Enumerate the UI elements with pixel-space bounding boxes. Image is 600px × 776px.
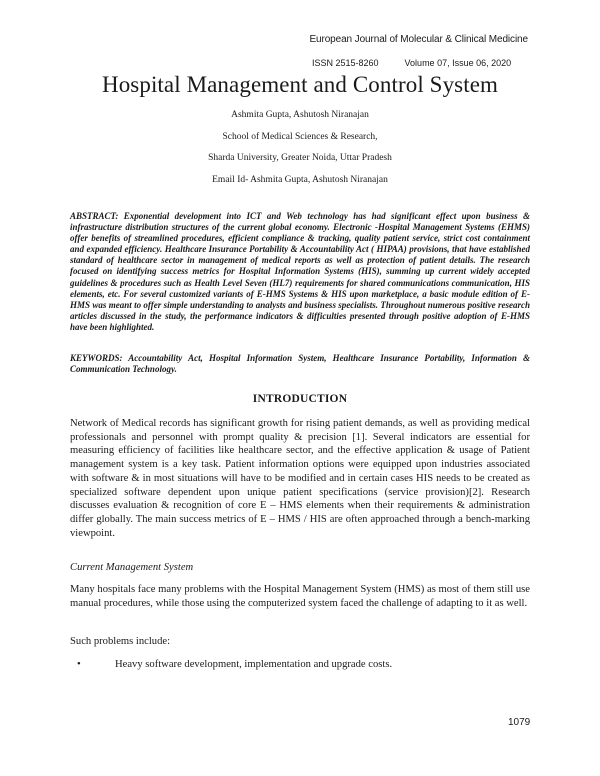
current-management-subheading: Current Management System [70,562,194,573]
university: Sharda University, Greater Noida, Uttar Pradesh [208,153,392,163]
authors: Ashmita Gupta, Ashutosh Niranajan [231,110,369,120]
introduction-heading: INTRODUCTION [252,393,348,405]
issn: ISSN 2515-8260 [312,58,379,68]
paper-title: Hospital Management and Control System [101,72,499,97]
current-management-paragraph: Many hospitals face many problems with the Hospital Management System (HMS) as most of them still use manual procedures, while those using the computerized system faced the challenge of adapting to it as well. [70,584,530,609]
introduction-paragraph: Network of Medical records has significant growth for rising patient demands, as well as providing medical professionals and personnel with prompt quality & precision [1]. Several indicators are essential for measuring efficiency of facilities like healthcare sector, and the effective application & usage of Patient management system is a key task. Patient information options were equipped upon industries associated with software & in most situations will have to be modified and in certain cases HIS needs to be created as specialized software dependent upon unique patient specifications (service provision)[2]. Research discusses evaluation & recognition of core E – HMS elements when their requirements & administration differ globally. The main success metrics of E – HMS / HIS are often approached through a bench-marking viewpoint. [70,418,530,539]
bullet-symbol: • [77,659,81,670]
issn-volume-line [312,58,511,68]
email: Email Id- Ashmita Gupta, Ashutosh Niranajan [212,175,388,185]
list-item: Heavy software development, implementation and upgrade costs. [115,659,393,670]
volume-issue: Volume 07, Issue 06, 2020 [404,58,512,68]
page-number: 1079 [508,717,531,728]
keywords: KEYWORDS: Accountability Act, Hospital Information System, Healthcare Insurance Portability, Information & Communication Technology. [70,353,530,375]
problems-intro: Such problems include: [70,636,171,647]
affiliation: School of Medical Sciences & Research, [222,132,378,142]
journal-name: European Journal of Molecular & Clinical Medicine [309,34,528,45]
abstract: ABSTRACT: Exponential development into ICT and Web technology has had significant effect upon business & infrastructure distribution structures of the current global economy. Electronic -Hospital Management Systems (EHMS) offer benefits of streamlined procedures, efficient compliance & tracking, quality patient service, strict cost containment and expanded efficiency. Healthcare Insurance Portability & Accountability Act ( HIPAA) provisions, that have established standard of healthcare sector in management of medical reports as well as protection of patient details. The research focused on identifying success metrics for Hospital Information Systems (HIS), summing up current widely accepted guidelines & procedures such as Health Level Seven (HL7) requirements for shared communications communication, HIS elements, etc. For several customized variants of E-HMS Systems & HIS upon marketplace, a basic module edition of E-HMS was meant to offer simple understanding to analysts and business specialists. Throughout numerous positive research articles discussed in the study, the performance indicators & difficulties presented through positive adoption of E-HMS have been highlighted. [70,211,530,332]
